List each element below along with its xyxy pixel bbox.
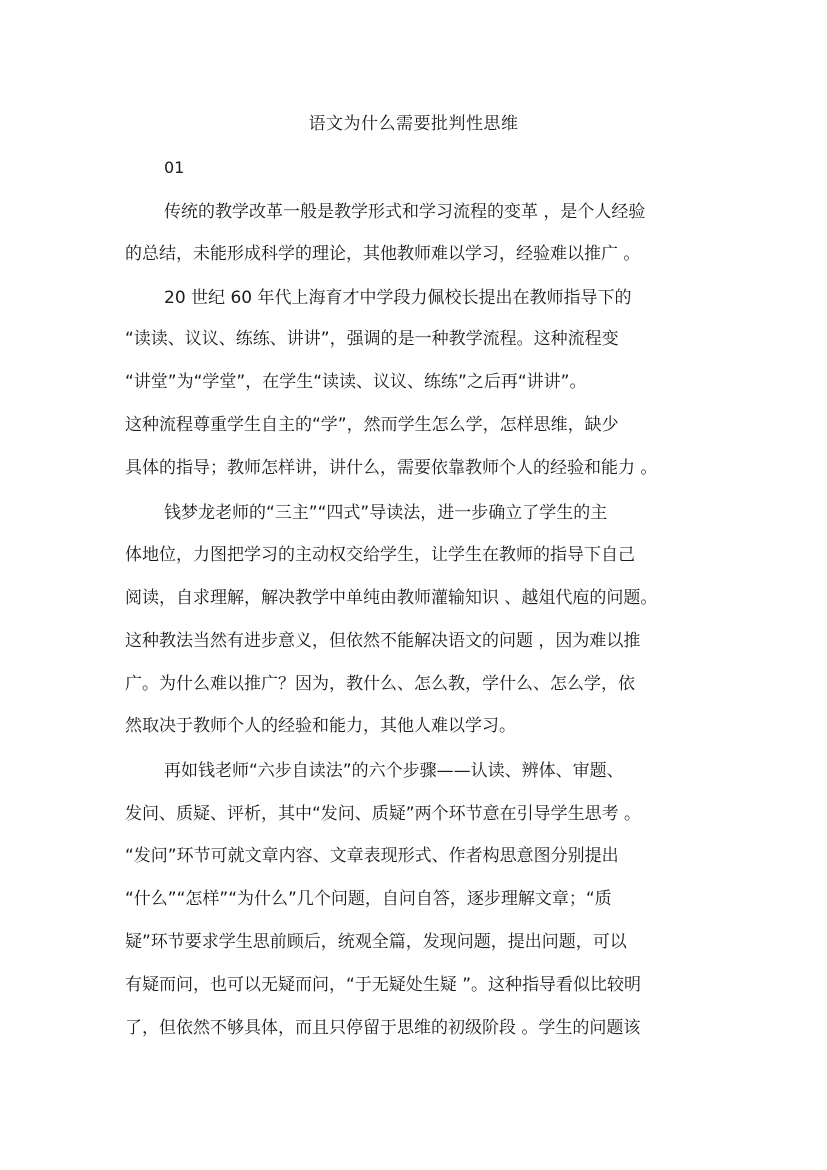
text-line: 传统的教学改革一般是教学形式和学习流程的变革 ，是个人经验 [164,202,646,222]
text-line: 然取决于教师个人的经验和能力，其他人难以学习。 [125,716,516,736]
text-line: 体地位，力图把学习的主动权交给学生，让学生在教师的指导下自己 [125,545,635,565]
text-line: 发问、质疑、评析，其中“发问、质疑”两个环节意在引导学生思考 。 [125,804,642,824]
text-line: “读读、议议、练练、讲讲”，强调的是一种教学流程。这种流程变 [125,329,619,349]
text-line: 了，但依然不够具体，而且只停留于思维的初级阶段 。学生的问题该 [125,1018,641,1038]
text-line: “讲堂”为“学堂”，在学生“读读、议议、练练”之后再“讲讲”。 [125,372,587,392]
text-line: 的总结，未能形成科学的理论，其他教师难以学习，经验难以推广 。 [125,244,641,264]
text-line: 这种流程尊重学生自主的“学”，然而学生怎么学，怎样思维，缺少 [125,415,619,435]
text-line: “发问”环节可就文章内容、文章表现形式、作者构思意图分别提出 [125,846,619,866]
text-line: 疑”环节要求学生思前顾后，统观全篇，发现问题，提出问题，可以 [125,932,627,952]
text-line: “什么”“怎样”“为什么”几个问题，自问自答，逐步理解文章；“质 [125,889,612,909]
text-line: 阅读，自求理解，解决教学中单纯由教师灌输知识 、越俎代庖的问题。 [125,588,658,608]
text-line: 20 世纪 60 年代上海育才中学段力佩校长提出在教师指导下的 [164,288,632,308]
text-line: 广。为什么难以推广？因为，教什么、怎么教，学什么、怎么学，依 [125,674,635,694]
text-line: 再如钱老师“六步自读法”的六个步骤——认读、辨体、审题、 [164,761,624,781]
text-line: 有疑而问，也可以无疑而问，“于无疑处生疑 ”。这种指导看似比较明 [125,975,642,995]
section-number: 01 [164,158,185,177]
text-line: 这种教法当然有进步意义，但依然不能解决语文的问题 ，因为难以推 [125,631,641,651]
text-line: 具体的指导；教师怎样讲，讲什么，需要依靠教师个人的经验和能力 。 [125,458,658,478]
document-title: 语文为什么需要批判性思维 [308,114,519,134]
text-line: 钱梦龙老师的“三主”“四式”导读法，进一步确立了学生的主 [164,503,608,523]
